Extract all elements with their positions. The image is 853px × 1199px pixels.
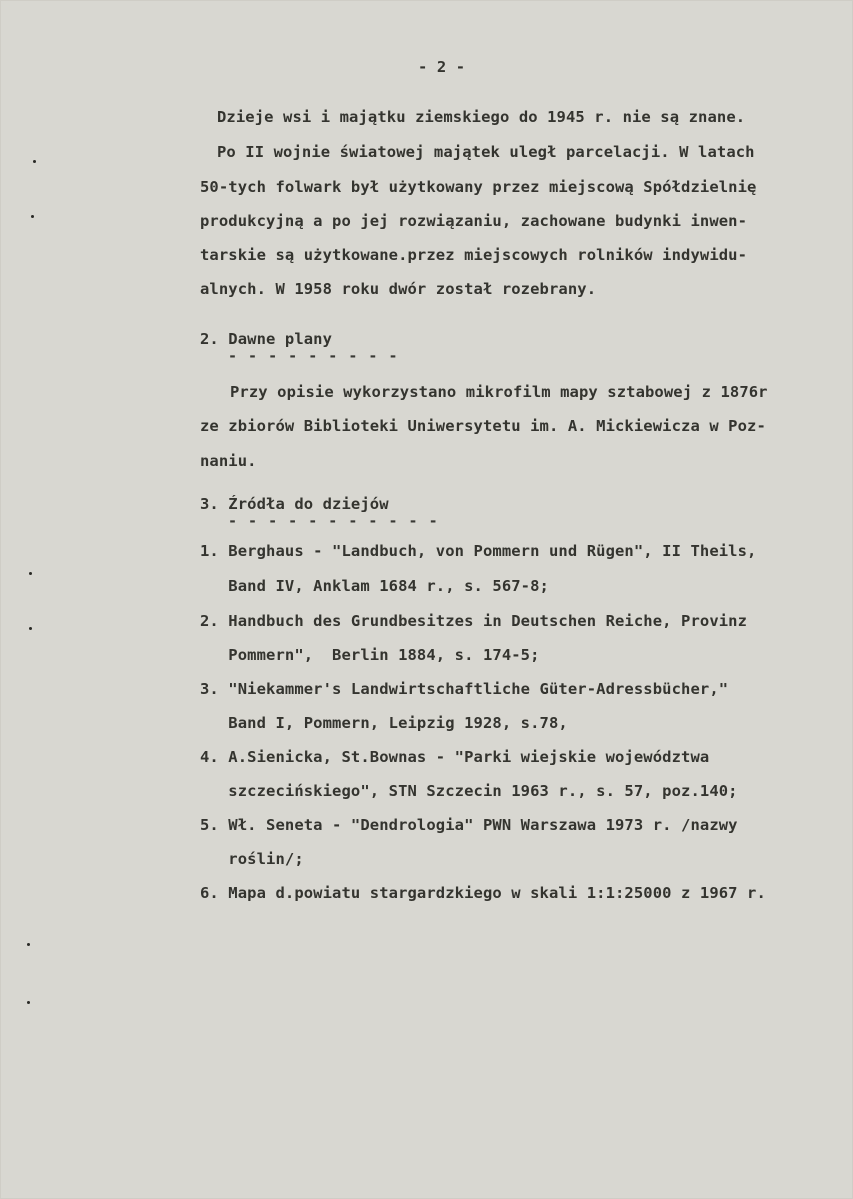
intro-line-6: alnych. W 1958 roku dwór został rozebrany.: [200, 280, 597, 298]
scan-speck: [27, 943, 30, 946]
section-3-heading: 3. Źródła do dziejów: [200, 495, 389, 513]
scan-speck: [29, 627, 32, 630]
section-3-underline: - - - - - - - - - - -: [228, 512, 439, 530]
source-item-4-line-2: szczecińskiego", STN Szczecin 1963 r., s. 57, poz.140;: [200, 782, 738, 800]
section-2-underline: - - - - - - - - -: [228, 347, 399, 365]
scan-speck: [33, 160, 36, 163]
intro-line-1: Dzieje wsi i majątku ziemskiego do 1945 r. nie są znane.: [217, 108, 746, 126]
scan-speck: [31, 215, 34, 218]
source-item-1-line-1: 1. Berghaus - "Landbuch, von Pommern und Rügen", II Theils,: [200, 542, 757, 560]
section-2-line-1: Przy opisie wykorzystano mikrofilm mapy sztabowej z 1876r: [230, 383, 768, 401]
page-number: - 2 -: [418, 58, 466, 76]
source-item-1-line-2: Band IV, Anklam 1684 r., s. 567-8;: [200, 577, 549, 595]
source-item-5-line-1: 5. Wł. Seneta - "Dendrologia" PWN Warszawa 1973 r. /nazwy: [200, 816, 738, 834]
section-2-line-3: naniu.: [200, 452, 257, 470]
intro-line-2: Po II wojnie światowej majątek uległ parcelacji. W latach: [217, 143, 755, 161]
source-item-2-line-1: 2. Handbuch des Grundbesitzes in Deutschen Reiche, Provinz: [200, 612, 748, 630]
intro-line-3: 50-tych folwark był użytkowany przez miejscową Spółdzielnię: [200, 178, 757, 196]
source-item-4-line-1: 4. A.Sienicka, St.Bownas - "Parki wiejskie województwa: [200, 748, 710, 766]
scan-speck: [27, 1001, 30, 1004]
source-item-6-line-1: 6. Mapa d.powiatu stargardzkiego w skali 1:1:25000 z 1967 r.: [200, 884, 766, 902]
source-item-3-line-1: 3. "Niekammer's Landwirtschaftliche Güter-Adressbücher,": [200, 680, 729, 698]
source-item-5-line-2: roślin/;: [200, 850, 304, 868]
source-item-3-line-2: Band I, Pommern, Leipzig 1928, s.78,: [200, 714, 568, 732]
source-item-2-line-2: Pommern", Berlin 1884, s. 174-5;: [200, 646, 540, 664]
section-2-heading: 2. Dawne plany: [200, 330, 333, 348]
intro-line-5: tarskie są użytkowane.przez miejscowych rolników indywidu-: [200, 246, 748, 264]
scan-speck: [29, 572, 32, 575]
intro-line-4: produkcyjną a po jej rozwiązaniu, zachowane budynki inwen-: [200, 212, 748, 230]
section-2-line-2: ze zbiorów Biblioteki Uniwersytetu im. A. Mickiewicza w Poz-: [200, 417, 766, 435]
